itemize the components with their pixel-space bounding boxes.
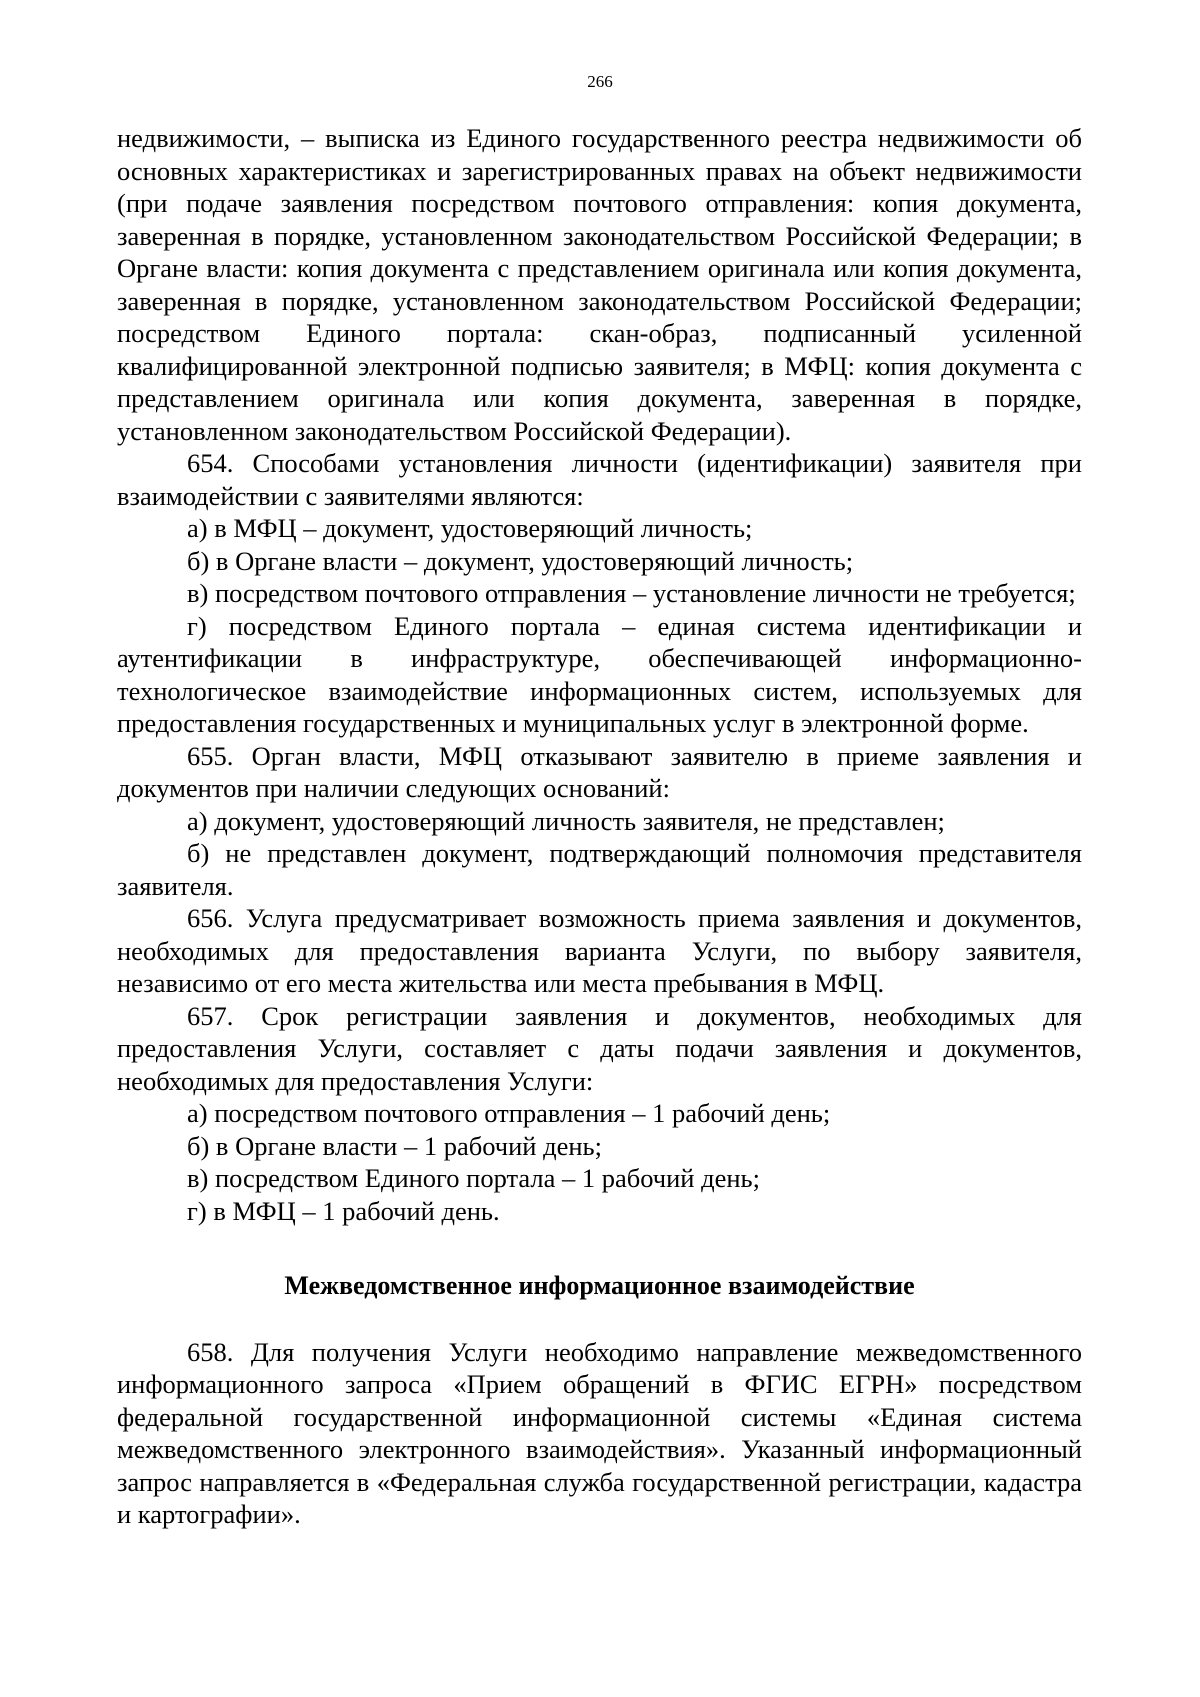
- page-number: 266: [587, 72, 613, 91]
- paragraph-656: 656. Услуга предусматривает возможность приема заявления и документов, необходимых для предоставления варианта Услуги, по выбору заявителя, независимо от его места жительства или места пребывания в МФЦ.: [117, 903, 1082, 998]
- list-item-654-a: а) в МФЦ – документ, удостоверяющий личность;: [187, 513, 753, 543]
- paragraph-657: 657. Срок регистрации заявления и документов, необходимых для предоставления Услуги, составляет с даты подачи заявления и документов, необходимых для предоставления Услуги:: [117, 1000, 1082, 1096]
- list-item-655-b: б) не представлен документ, подтверждающий полномочия представителя заявителя.: [117, 838, 1082, 901]
- document-body: [117, 122, 1082, 1531]
- list-item-655-a: а) документ, удостоверяющий личность заявителя, не представлен;: [187, 805, 945, 836]
- paragraph-654: 654. Способами установления личности (идентификации) заявителя при взаимодействии с заявителями являются:: [117, 448, 1082, 511]
- list-item-657-v: в) посредством Единого портала – 1 рабочий день;: [187, 1163, 760, 1193]
- list-item-657-a: а) посредством почтового отправления – 1 рабочий день;: [187, 1098, 831, 1128]
- paragraph-655: 655. Орган власти, МФЦ отказывают заявителю в приеме заявления и документов при наличии следующих оснований:: [117, 740, 1082, 803]
- list-item-654-g: г) посредством Единого портала – единая система идентификации и аутентификации в инфраструктуре, обеспечивающей информационно-технологическое взаимодействие информационных систем, используемых для предоставления государственных и муниципальных услуг в электронной форме.: [117, 610, 1082, 738]
- list-item-654-b: б) в Органе власти – документ, удостоверяющий личность;: [187, 545, 854, 576]
- paragraph-658: 658. Для получения Услуги необходимо направление межведомственного информационного запроса «Прием обращений в ФГИС ЕГРН» посредством федеральной государственной информационной системы «Единая система межведомственного электронного взаимодействия». Указанный информационный запрос направляется в «Федеральная служба государственной регистрации, кадастра и картографии».: [117, 1336, 1082, 1529]
- list-item-657-b: б) в Органе власти – 1 рабочий день;: [187, 1130, 602, 1161]
- list-item-654-v: в) посредством почтового отправления – установление личности не требуется;: [187, 578, 1076, 608]
- section-heading: Межведомственное информационное взаимодействие: [284, 1271, 915, 1300]
- paragraph-continuation: недвижимости, – выписка из Единого государственного реестра недвижимости об основных характеристиках и зарегистрированных правах на объект недвижимости (при подаче заявления посредством почтового отправления: копия документа, заверенная в порядке, установленном законодательством Российской Федерации; в Органе власти: копия документа с представлением оригинала или копия документа, заверенная в порядке, установленном законодательством Российской Федерации; посредством Единого портала: скан-образ, подписанный усиленной квалифицированной электронной подписью заявителя; в МФЦ: копия документа с представлением оригинала или копия документа, заверенная в порядке, установленном законодательством Российской Федерации).: [117, 123, 1082, 446]
- list-item-657-g: г) в МФЦ – 1 рабочий день.: [187, 1195, 500, 1226]
